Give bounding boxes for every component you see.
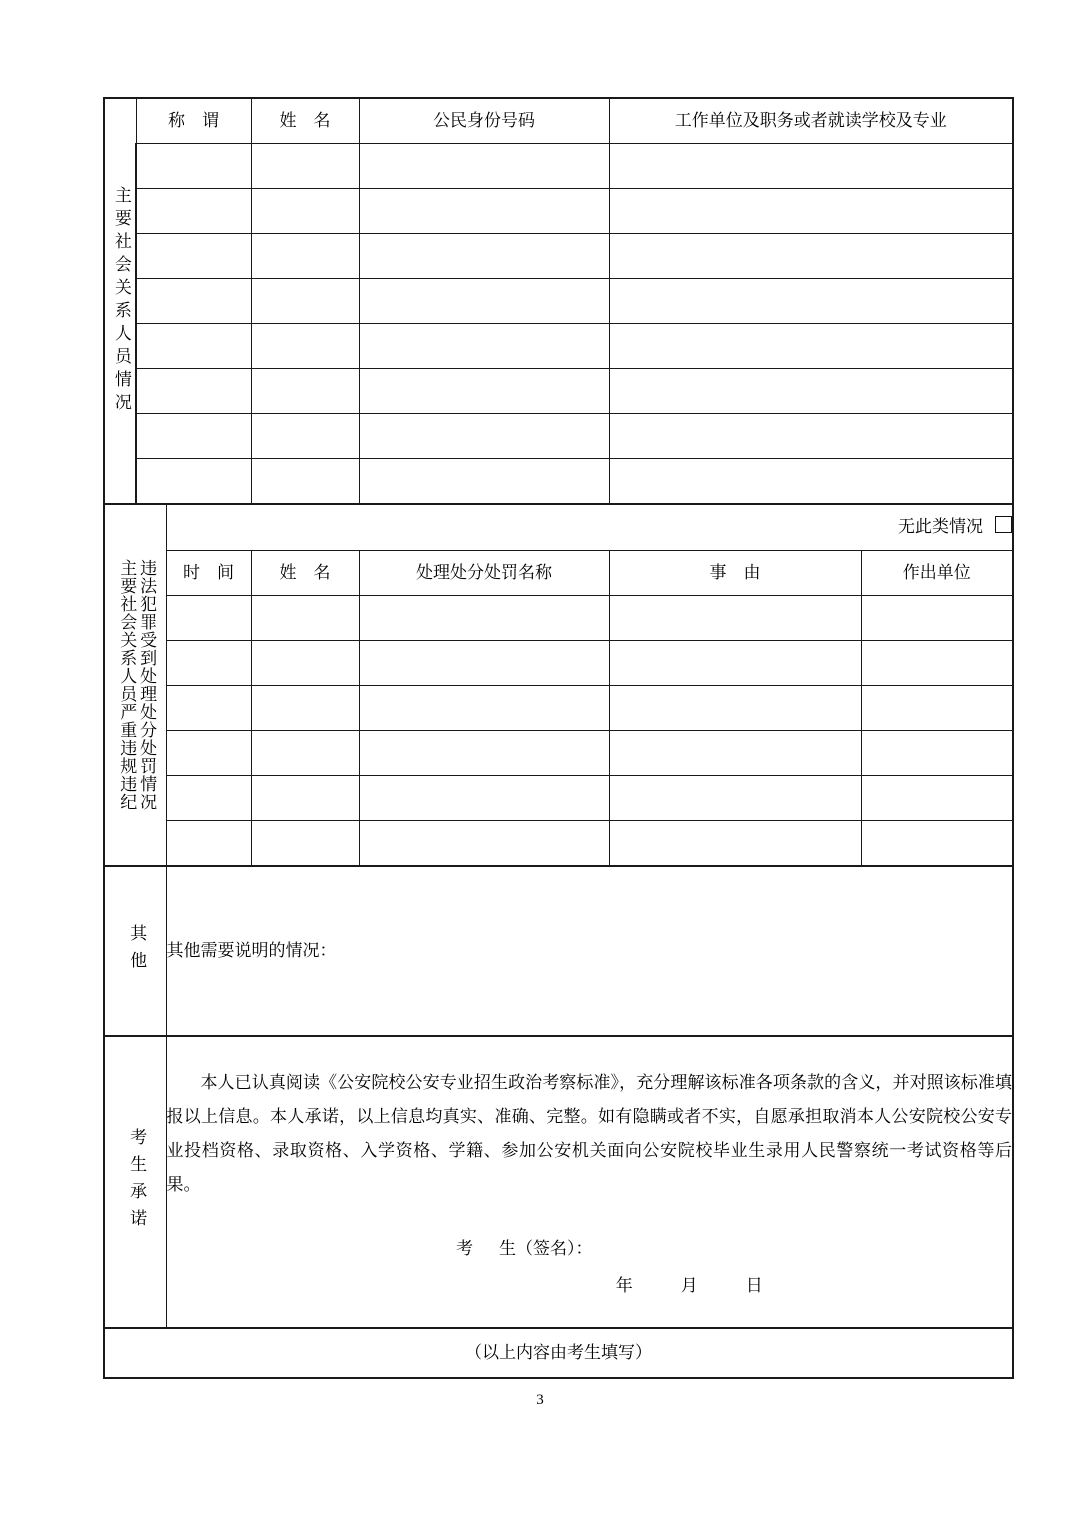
relations-cell-id-number[interactable] [359, 414, 609, 459]
relations-table-row [104, 234, 1013, 279]
political-review-form-table [103, 97, 1014, 1379]
relations-cell-name[interactable] [251, 279, 359, 324]
punishment-cell-name[interactable] [251, 821, 359, 867]
relations-table-row [104, 144, 1013, 189]
relations-cell-workplace[interactable] [609, 234, 1013, 279]
punishment-cell-penalty-name[interactable] [359, 641, 609, 686]
punishment-cell-penalty-name[interactable] [359, 686, 609, 731]
relations-cell-name[interactable] [251, 324, 359, 369]
punishment-table-row [104, 821, 1013, 867]
punishment-col-issuing-unit: 作出单位 [861, 551, 1013, 596]
punishment-cell-penalty-name[interactable] [359, 821, 609, 867]
relations-cell-id-number[interactable] [359, 279, 609, 324]
punishment-table-row [104, 731, 1013, 776]
punishment-cell-reason[interactable] [609, 596, 861, 641]
relations-cell-name[interactable] [251, 189, 359, 234]
relations-cell-workplace[interactable] [609, 459, 1013, 505]
punishment-cell-time[interactable] [166, 686, 251, 731]
footer-note-text: （以上内容由考生填写） [104, 1328, 1013, 1378]
relations-cell-name[interactable] [251, 459, 359, 505]
punishment-header-row [104, 551, 1013, 596]
other-notes-prompt: 其他需要说明的情况： [166, 940, 337, 961]
punishment-cell-time[interactable] [166, 776, 251, 821]
relations-side-label [104, 98, 136, 504]
relations-cell-id-number[interactable] [359, 234, 609, 279]
relations-cell-appellation[interactable] [136, 324, 251, 369]
punishment-cell-penalty-name[interactable] [359, 596, 609, 641]
relations-cell-appellation[interactable] [136, 414, 251, 459]
relations-cell-id-number[interactable] [359, 324, 609, 369]
relations-cell-name[interactable] [251, 234, 359, 279]
punishment-side-label-inner-text: 违法犯罪受到处理处分处罚情况 [136, 559, 157, 811]
punishment-cell-time[interactable] [166, 731, 251, 776]
punishment-col-name: 姓 名 [251, 551, 359, 596]
punishment-cell-name[interactable] [251, 596, 359, 641]
punishment-table-row [104, 776, 1013, 821]
punishment-cell-name[interactable] [251, 731, 359, 776]
signature-line[interactable] [167, 1238, 1013, 1261]
relations-cell-workplace[interactable] [609, 324, 1013, 369]
relations-table-row [104, 324, 1013, 369]
other-side-label-text: 其他 [126, 924, 147, 978]
punishment-side-label-outer-text: 主要社会关系人员严重违规违纪 [116, 559, 137, 811]
relations-cell-name[interactable] [251, 369, 359, 414]
relations-table-row [104, 189, 1013, 234]
no-such-case-field[interactable] [166, 504, 1013, 551]
punishment-cell-reason[interactable] [609, 686, 861, 731]
relations-cell-workplace[interactable] [609, 189, 1013, 234]
signature-label-a: 考 [456, 1239, 473, 1260]
punishment-cell-name[interactable] [251, 686, 359, 731]
punishment-cell-time[interactable] [166, 596, 251, 641]
relations-header-row [104, 98, 1013, 144]
relations-col-workplace: 工作单位及职务或者就读学校及专业 [609, 98, 1013, 144]
date-day-label: 日 [745, 1276, 763, 1296]
pledge-row [104, 1036, 1013, 1328]
footer-note-row [104, 1328, 1013, 1378]
page-number: 3 [536, 1392, 544, 1408]
relations-cell-appellation[interactable] [136, 234, 251, 279]
relations-cell-workplace[interactable] [609, 369, 1013, 414]
punishment-cell-name[interactable] [251, 776, 359, 821]
relations-cell-id-number[interactable] [359, 144, 609, 189]
punishment-cell-issuing-unit[interactable] [861, 596, 1013, 641]
punishment-cell-penalty-name[interactable] [359, 776, 609, 821]
punishment-cell-issuing-unit[interactable] [861, 731, 1013, 776]
relations-cell-id-number[interactable] [359, 369, 609, 414]
relations-cell-appellation[interactable] [136, 189, 251, 234]
relations-col-id-number: 公民身份号码 [359, 98, 609, 144]
punishment-table-row [104, 641, 1013, 686]
punishment-cell-issuing-unit[interactable] [861, 821, 1013, 867]
relations-cell-appellation[interactable] [136, 369, 251, 414]
punishment-cell-issuing-unit[interactable] [861, 776, 1013, 821]
no-such-case-label: 无此类情况 [898, 517, 983, 538]
relations-cell-workplace[interactable] [609, 144, 1013, 189]
pledge-side-label-text: 考生承诺 [126, 1128, 147, 1236]
relations-cell-workplace[interactable] [609, 414, 1013, 459]
relations-table-row [104, 369, 1013, 414]
punishment-col-penalty-name: 处理处分处罚名称 [359, 551, 609, 596]
punishment-side-label [104, 504, 166, 866]
relations-cell-id-number[interactable] [359, 459, 609, 505]
relations-cell-appellation[interactable] [136, 459, 251, 505]
relations-cell-name[interactable] [251, 414, 359, 459]
punishment-cell-penalty-name[interactable] [359, 731, 609, 776]
punishment-cell-time[interactable] [166, 641, 251, 686]
date-line[interactable] [167, 1275, 1013, 1298]
relations-table-row [104, 414, 1013, 459]
punishment-col-reason: 事 由 [609, 551, 861, 596]
other-notes-field[interactable] [166, 866, 1013, 1036]
pledge-content [166, 1036, 1013, 1328]
pledge-side-label [104, 1036, 166, 1328]
punishment-cell-reason[interactable] [609, 641, 861, 686]
relations-table-row [104, 279, 1013, 324]
punishment-cell-time[interactable] [166, 821, 251, 867]
relations-cell-workplace[interactable] [609, 279, 1013, 324]
punishment-cell-reason[interactable] [609, 731, 861, 776]
punishment-col-time: 时 间 [166, 551, 251, 596]
punishment-table-row [104, 596, 1013, 641]
no-such-case-checkbox[interactable] [995, 516, 1012, 533]
punishment-cell-reason[interactable] [609, 821, 861, 867]
punishment-table-row [104, 686, 1013, 731]
relations-col-appellation: 称 谓 [136, 98, 251, 144]
punishment-cell-issuing-unit[interactable] [861, 641, 1013, 686]
date-month-label: 月 [680, 1276, 698, 1296]
relations-table-row [104, 459, 1013, 505]
pledge-body-text: 本人已认真阅读《公安院校公安专业招生政治考察标准》，充分理解该标准各项条款的含义，并对照该标准填报以上信息。本人承诺，以上信息均真实、准确、完整。如有隐瞒或者不实，自愿承担取消本人公安院校公安专业投档资格、录取资格、入学资格、学籍、参加公安机关面向公安院校毕业生录用人民警察统一考试资格等后果。 [166, 1073, 1012, 1196]
relations-cell-id-number[interactable] [359, 189, 609, 234]
relations-cell-appellation[interactable] [136, 279, 251, 324]
relations-col-name: 姓 名 [251, 98, 359, 144]
signature-label-b: 生（签名）： [499, 1239, 593, 1260]
punishment-cell-name[interactable] [251, 641, 359, 686]
punishment-nocase-row [104, 504, 1013, 551]
punishment-cell-reason[interactable] [609, 776, 861, 821]
relations-cell-appellation[interactable] [136, 144, 251, 189]
other-row [104, 866, 1013, 1036]
punishment-cell-issuing-unit[interactable] [861, 686, 1013, 731]
date-year-label: 年 [615, 1276, 633, 1296]
other-side-label [104, 866, 166, 1036]
relations-side-label-text: 主要社会关系人员情况 [110, 186, 131, 416]
relations-cell-name[interactable] [251, 144, 359, 189]
